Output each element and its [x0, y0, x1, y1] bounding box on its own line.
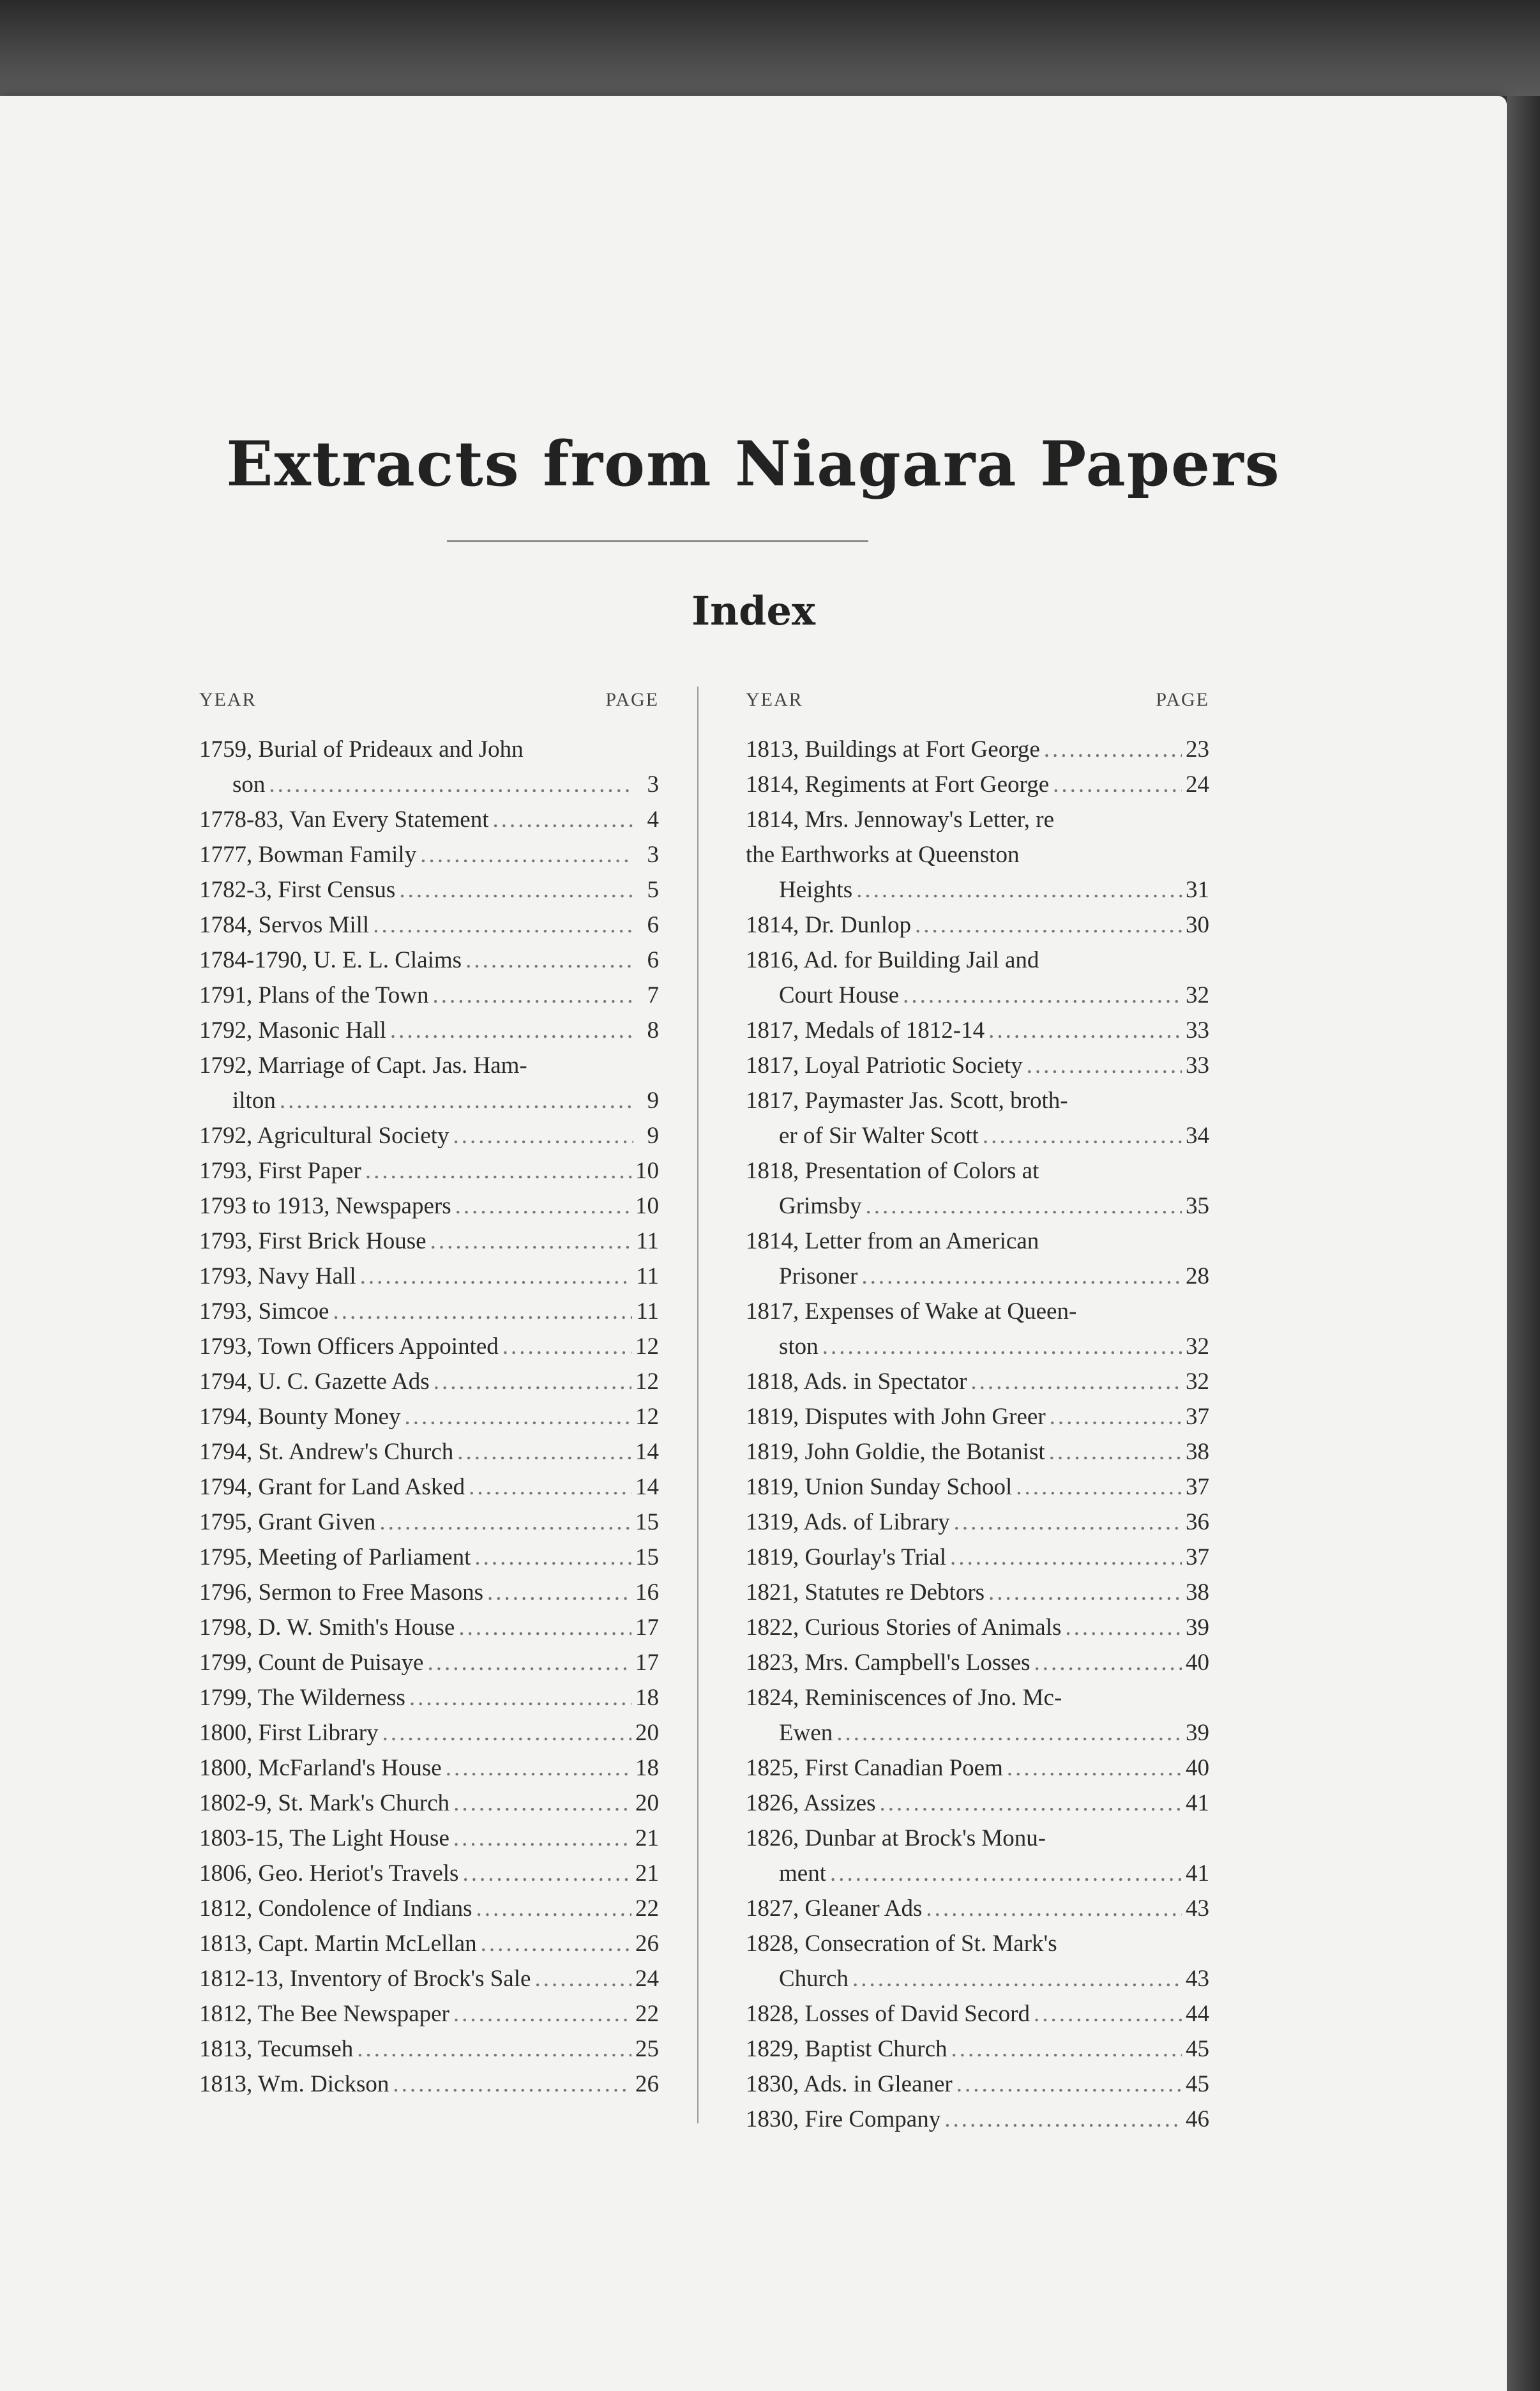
leader-dots [280, 1083, 633, 1118]
entry-text: 1812-13, Inventory of Brock's Sale [199, 1966, 531, 1992]
entry-text: 1759, Burial of Prideaux and John [199, 736, 524, 763]
entry-page-number: 6 [647, 912, 659, 938]
entry-text: 1822, Curious Stories of Animals [746, 1614, 1062, 1641]
index-entry [199, 978, 659, 1013]
index-entry [199, 1188, 659, 1224]
entry-page-number: 30 [1186, 912, 1209, 938]
leader-dots [409, 1680, 631, 1715]
entry-page-number: 23 [1186, 736, 1209, 763]
leader-dots [983, 1118, 1182, 1153]
entry-text: son [232, 771, 266, 798]
year-header: YEAR [199, 689, 257, 710]
entry-page-number: 20 [635, 1720, 659, 1746]
entry-page-number: 32 [1186, 982, 1209, 1008]
leader-dots [481, 1926, 631, 1961]
leader-dots [1027, 1048, 1182, 1083]
index-entry [199, 872, 659, 907]
index-entry [199, 907, 659, 943]
leader-dots [1007, 1750, 1182, 1786]
entry-text: 1806, Geo. Heriot's Travels [199, 1860, 459, 1886]
index-entry [199, 1715, 659, 1750]
index-entry [746, 1575, 1209, 1610]
entry-page-number: 26 [635, 1931, 659, 1957]
entry-text: 1818, Presentation of Colors at [746, 1158, 1039, 1184]
leader-dots [1034, 1645, 1182, 1680]
entry-text: 1792, Agricultural Society [199, 1123, 449, 1149]
leader-dots [954, 1505, 1182, 1540]
entry-text: 1784, Servos Mill [199, 912, 370, 938]
index-entry [746, 1786, 1209, 1821]
leader-dots [1016, 1469, 1182, 1505]
entry-text: 1798, D. W. Smith's House [199, 1614, 455, 1641]
entry-text: 1794, Bounty Money [199, 1404, 401, 1430]
entry-text: 1817, Expenses of Wake at Queen- [746, 1298, 1077, 1325]
entry-text: 1778-83, Van Every Statement [199, 807, 489, 833]
index-entry [746, 1013, 1209, 1048]
entry-page-number: 40 [1186, 1755, 1209, 1781]
entry-text: 1793, Navy Hall [199, 1263, 356, 1289]
entry-text: 1792, Masonic Hall [199, 1017, 386, 1044]
entry-text: 1830, Fire Company [746, 2106, 941, 2132]
column-divider [697, 687, 698, 2123]
entry-text: 1802-9, St. Mark's Church [199, 1790, 450, 1816]
index-entry [746, 1399, 1209, 1434]
index-entry [746, 732, 1209, 767]
entry-text: 1800, First Library [199, 1720, 379, 1746]
entry-text: 1819, John Goldie, the Botanist [746, 1439, 1045, 1465]
entry-page-number: 37 [1186, 1544, 1209, 1570]
leader-dots [420, 837, 633, 872]
index-entry [746, 1680, 1209, 1750]
entry-page-number: 3 [647, 771, 659, 798]
leader-dots [1044, 732, 1182, 767]
leader-dots [365, 1153, 631, 1188]
leader-dots [457, 1434, 631, 1469]
entry-page-number: 15 [635, 1509, 659, 1535]
entry-text: Heights [779, 877, 853, 903]
entry-page-number: 33 [1186, 1052, 1209, 1079]
index-entry [746, 1750, 1209, 1786]
index-entry [746, 1540, 1209, 1575]
entry-page-number: 18 [635, 1755, 659, 1781]
entry-text: 1813, Buildings at Fort George [746, 736, 1040, 763]
entry-text: 1794, Grant for Land Asked [199, 1474, 465, 1500]
entry-text: 1777, Bowman Family [199, 842, 417, 868]
entry-text: 1828, Losses of David Secord [746, 2001, 1030, 2027]
index-entry [199, 2067, 659, 2102]
leader-dots [988, 1013, 1182, 1048]
entry-page-number: 41 [1186, 1860, 1209, 1886]
entry-text: ston [779, 1333, 819, 1360]
entry-text: 1825, First Canadian Poem [746, 1755, 1003, 1781]
leader-dots [455, 1188, 631, 1224]
leader-dots [453, 1786, 631, 1821]
leader-dots [474, 1540, 631, 1575]
entry-text: Court House [779, 982, 900, 1008]
leader-dots [988, 1575, 1182, 1610]
leader-dots [944, 2102, 1182, 2137]
entry-page-number: 32 [1186, 1369, 1209, 1395]
entry-page-number: 40 [1186, 1650, 1209, 1676]
index-entry [199, 1294, 659, 1329]
entry-page-number: 17 [635, 1614, 659, 1641]
index-entry [199, 1786, 659, 1821]
entry-text: 1830, Ads. in Gleaner [746, 2071, 953, 2097]
entry-page-number: 16 [635, 1579, 659, 1605]
entry-page-number: 28 [1186, 1263, 1209, 1289]
title-divider [447, 540, 868, 542]
leader-dots [453, 1118, 633, 1153]
index-column-right [746, 685, 1209, 2137]
page-header: PAGE [605, 689, 659, 710]
leader-dots [1050, 1399, 1182, 1434]
index-entry [746, 2031, 1209, 2067]
entry-page-number: 3 [647, 842, 659, 868]
entry-page-number: 10 [635, 1158, 659, 1184]
leader-dots [970, 1364, 1182, 1399]
index-entry [746, 1469, 1209, 1505]
entry-page-number: 12 [635, 1404, 659, 1430]
entry-page-number: 38 [1186, 1579, 1209, 1605]
entry-text: 1791, Plans of the Town [199, 982, 429, 1008]
leader-dots [950, 1540, 1182, 1575]
entry-page-number: 21 [635, 1860, 659, 1886]
entry-page-number: 39 [1186, 1720, 1209, 1746]
entry-page-number: 9 [647, 1088, 659, 1114]
index-entry [199, 1680, 659, 1715]
entry-text: Prisoner [779, 1263, 858, 1289]
leader-dots [830, 1856, 1182, 1891]
page-title: Extracts from Niagara Papers [226, 428, 1281, 500]
index-entry [746, 767, 1209, 802]
entry-page-number: 22 [635, 1895, 659, 1922]
entry-page-number: 4 [647, 807, 659, 833]
leader-dots [493, 802, 633, 837]
leader-dots [360, 1259, 633, 1294]
entry-page-number: 45 [1186, 2071, 1209, 2097]
entry-page-number: 14 [635, 1439, 659, 1465]
index-entry [746, 2102, 1209, 2137]
entry-page-number: 12 [635, 1369, 659, 1395]
entry-text: 1813, Capt. Martin McLellan [199, 1931, 477, 1957]
index-entry [199, 1013, 659, 1048]
entry-text: 1793, First Paper [199, 1158, 361, 1184]
entry-text: 1814, Regiments at Fort George [746, 771, 1050, 798]
entry-page-number: 11 [636, 1263, 659, 1289]
index-entry [199, 1118, 659, 1153]
entry-text: ment [779, 1860, 826, 1886]
entry-page-number: 9 [647, 1123, 659, 1149]
index-entry [199, 1469, 659, 1505]
index-entry [199, 1153, 659, 1188]
entry-page-number: 24 [1186, 771, 1209, 798]
document-page [0, 96, 1507, 2391]
index-entry [746, 1153, 1209, 1224]
leader-dots [861, 1259, 1182, 1294]
index-entry [199, 1961, 659, 1996]
index-entry [199, 2031, 659, 2067]
index-entry [746, 943, 1209, 1013]
index-list-right [746, 732, 1209, 2137]
leader-dots [453, 1821, 631, 1856]
index-entry [746, 1364, 1209, 1399]
entry-text: ilton [232, 1088, 276, 1114]
entry-text: 1792, Marriage of Capt. Jas. Ham- [199, 1052, 527, 1079]
index-entry [199, 1750, 659, 1786]
leader-dots [446, 1750, 631, 1786]
entry-page-number: 21 [635, 1825, 659, 1851]
index-entry [199, 1540, 659, 1575]
index-entry [199, 1364, 659, 1399]
index-entry [199, 1575, 659, 1610]
entry-text: Ewen [779, 1720, 833, 1746]
entry-page-number: 33 [1186, 1017, 1209, 1044]
leader-dots [390, 1013, 633, 1048]
entry-page-number: 8 [647, 1017, 659, 1044]
entry-page-number: 11 [636, 1298, 659, 1325]
leader-dots [458, 1610, 631, 1645]
entry-page-number: 34 [1186, 1123, 1209, 1149]
index-entry [746, 1821, 1209, 1891]
entry-text: 1803-15, The Light House [199, 1825, 449, 1851]
entry-page-number: 41 [1186, 1790, 1209, 1816]
leader-dots [453, 1996, 631, 2031]
entry-text: 1814, Letter from an American [746, 1228, 1039, 1254]
entry-page-number: 35 [1186, 1193, 1209, 1219]
entry-text: 1826, Dunbar at Brock's Monu- [746, 1825, 1046, 1851]
index-entry [746, 2067, 1209, 2102]
leader-dots [856, 872, 1182, 907]
entry-page-number: 18 [635, 1685, 659, 1711]
leader-dots [926, 1891, 1182, 1926]
entry-text: 1827, Gleaner Ads [746, 1895, 923, 1922]
index-entry [199, 1259, 659, 1294]
leader-dots [1065, 1610, 1182, 1645]
year-header: YEAR [746, 689, 803, 710]
entry-text: 1818, Ads. in Spectator [746, 1369, 967, 1395]
entry-text: 1814, Mrs. Jennoway's Letter, re [746, 807, 1054, 833]
index-heading: Index [691, 588, 815, 634]
index-entry [199, 1224, 659, 1259]
entry-text: 1817, Medals of 1812-14 [746, 1017, 985, 1044]
entry-page-number: 37 [1186, 1474, 1209, 1500]
entry-text: 1819, Union Sunday School [746, 1474, 1013, 1500]
index-entry [746, 1645, 1209, 1680]
index-entry [746, 1926, 1209, 1996]
leader-dots [405, 1399, 631, 1434]
leader-dots [836, 1715, 1182, 1750]
leader-dots [1053, 767, 1182, 802]
index-entry [746, 1996, 1209, 2031]
entry-page-number: 20 [635, 1790, 659, 1816]
entry-page-number: 43 [1186, 1895, 1209, 1922]
scanner-background-right [1507, 96, 1540, 2391]
entry-text: 1819, Gourlay's Trial [746, 1544, 946, 1570]
entry-page-number: 14 [635, 1474, 659, 1500]
index-entry [199, 802, 659, 837]
leader-dots [951, 2031, 1182, 2067]
column-header-right [746, 685, 1209, 715]
column-header-left [199, 685, 659, 715]
entry-text: 1800, McFarland's House [199, 1755, 442, 1781]
index-entry [199, 1505, 659, 1540]
index-entry [199, 1645, 659, 1680]
entry-text: er of Sir Walter Scott [779, 1123, 979, 1149]
entry-text: 1813, Wm. Dickson [199, 2071, 389, 2097]
index-entry [746, 1610, 1209, 1645]
index-list-left [199, 732, 659, 2102]
entry-page-number: 44 [1186, 2001, 1209, 2027]
index-entry [746, 802, 1209, 907]
index-entry [199, 1434, 659, 1469]
leader-dots [357, 2031, 631, 2067]
index-entry [199, 1856, 659, 1891]
leader-dots [427, 1645, 631, 1680]
leader-dots [866, 1188, 1182, 1224]
entry-text: 1813, Tecumseh [199, 2036, 354, 2062]
scanner-background-top [0, 0, 1540, 96]
entry-text: 1793 to 1913, Newspapers [199, 1193, 451, 1219]
index-entry [199, 837, 659, 872]
entry-page-number: 37 [1186, 1404, 1209, 1430]
index-entry [199, 732, 659, 802]
entry-page-number: 17 [635, 1650, 659, 1676]
entry-page-number: 7 [647, 982, 659, 1008]
index-entry [746, 1891, 1209, 1926]
leader-dots [956, 2067, 1182, 2102]
leader-dots [476, 1891, 631, 1926]
entry-text: 1799, The Wilderness [199, 1685, 405, 1711]
entry-page-number: 6 [647, 947, 659, 973]
index-entry [746, 1083, 1209, 1153]
entry-text: 1782-3, First Census [199, 877, 396, 903]
leader-dots [469, 1469, 631, 1505]
entry-page-number: 36 [1186, 1509, 1209, 1535]
entry-text: 1821, Statutes re Debtors [746, 1579, 985, 1605]
leader-dots [379, 1505, 631, 1540]
index-entry [746, 1505, 1209, 1540]
entry-page-number: 15 [635, 1544, 659, 1570]
leader-dots [903, 978, 1182, 1013]
index-entry [199, 1926, 659, 1961]
leader-dots [534, 1961, 631, 1996]
leader-dots [852, 1961, 1182, 1996]
entry-text: 1814, Dr. Dunlop [746, 912, 911, 938]
leader-dots [1049, 1434, 1182, 1469]
index-entry [746, 907, 1209, 943]
entry-text: 1829, Baptist Church [746, 2036, 947, 2062]
index-entry [199, 943, 659, 978]
entry-text: 1819, Disputes with John Greer [746, 1404, 1046, 1430]
leader-dots [393, 2067, 631, 2102]
index-entry [199, 1329, 659, 1364]
entry-text: 1319, Ads. of Library [746, 1509, 950, 1535]
entry-page-number: 12 [635, 1333, 659, 1360]
entry-text: 1812, The Bee Newspaper [199, 2001, 449, 2027]
index-entry [746, 1224, 1209, 1294]
entry-page-number: 26 [635, 2071, 659, 2097]
entry-text: 1795, Grant Given [199, 1509, 376, 1535]
entry-text: 1794, St. Andrew's Church [199, 1439, 454, 1465]
index-entry [199, 1610, 659, 1645]
entry-text: 1799, Count de Puisaye [199, 1650, 424, 1676]
leader-dots [915, 907, 1182, 943]
index-entry [199, 1891, 659, 1926]
entry-text: 1796, Sermon to Free Masons [199, 1579, 483, 1605]
leader-dots [382, 1715, 631, 1750]
entry-text: 1793, First Brick House [199, 1228, 427, 1254]
entry-page-number: 25 [635, 2036, 659, 2062]
leader-dots [822, 1329, 1182, 1364]
entry-text: 1784-1790, U. E. L. Claims [199, 947, 462, 973]
leader-dots [462, 1856, 631, 1891]
index-entry [746, 1434, 1209, 1469]
entry-page-number: 32 [1186, 1333, 1209, 1360]
index-entry [199, 1996, 659, 2031]
leader-dots [430, 1224, 633, 1259]
index-entry [199, 1821, 659, 1856]
entry-page-number: 45 [1186, 2036, 1209, 2062]
entry-page-number: 38 [1186, 1439, 1209, 1465]
entry-page-number: 5 [647, 877, 659, 903]
page-header: PAGE [1156, 689, 1209, 710]
entry-text: 1824, Reminiscences of Jno. Mc- [746, 1685, 1062, 1711]
entry-text: 1793, Simcoe [199, 1298, 329, 1325]
index-entry [746, 1294, 1209, 1364]
index-entry [199, 1399, 659, 1434]
entry-page-number: 24 [635, 1966, 659, 1992]
entry-text: Grimsby [779, 1193, 862, 1219]
leader-dots [373, 907, 633, 943]
entry-text: 1823, Mrs. Campbell's Losses [746, 1650, 1030, 1676]
entry-page-number: 39 [1186, 1614, 1209, 1641]
entry-text: 1817, Paymaster Jas. Scott, broth- [746, 1088, 1068, 1114]
entry-page-number: 46 [1186, 2106, 1209, 2132]
entry-text: Church [779, 1966, 849, 1992]
entry-page-number: 22 [635, 2001, 659, 2027]
leader-dots [269, 767, 633, 802]
leader-dots [487, 1575, 631, 1610]
entry-text: the Earthworks at Queenston [746, 842, 1020, 868]
entry-page-number: 31 [1186, 877, 1209, 903]
entry-page-number: 43 [1186, 1966, 1209, 1992]
leader-dots [502, 1329, 631, 1364]
entry-text: 1795, Meeting of Parliament [199, 1544, 471, 1570]
index-column-left [199, 685, 659, 2102]
entry-text: 1816, Ad. for Building Jail and [746, 947, 1039, 973]
leader-dots [880, 1786, 1182, 1821]
leader-dots [433, 978, 633, 1013]
leader-dots [434, 1364, 631, 1399]
index-entry [746, 1048, 1209, 1083]
entry-page-number: 11 [636, 1228, 659, 1254]
entry-page-number: 10 [635, 1193, 659, 1219]
index-entry [199, 1048, 659, 1118]
entry-text: 1826, Assizes [746, 1790, 876, 1816]
entry-text: 1812, Condolence of Indians [199, 1895, 472, 1922]
entry-text: 1794, U. C. Gazette Ads [199, 1369, 430, 1395]
leader-dots [465, 943, 633, 978]
entry-text: 1793, Town Officers Appointed [199, 1333, 499, 1360]
entry-text: 1828, Consecration of St. Mark's [746, 1931, 1057, 1957]
leader-dots [333, 1294, 632, 1329]
entry-text: 1817, Loyal Patriotic Society [746, 1052, 1023, 1079]
leader-dots [1034, 1996, 1182, 2031]
leader-dots [399, 872, 633, 907]
